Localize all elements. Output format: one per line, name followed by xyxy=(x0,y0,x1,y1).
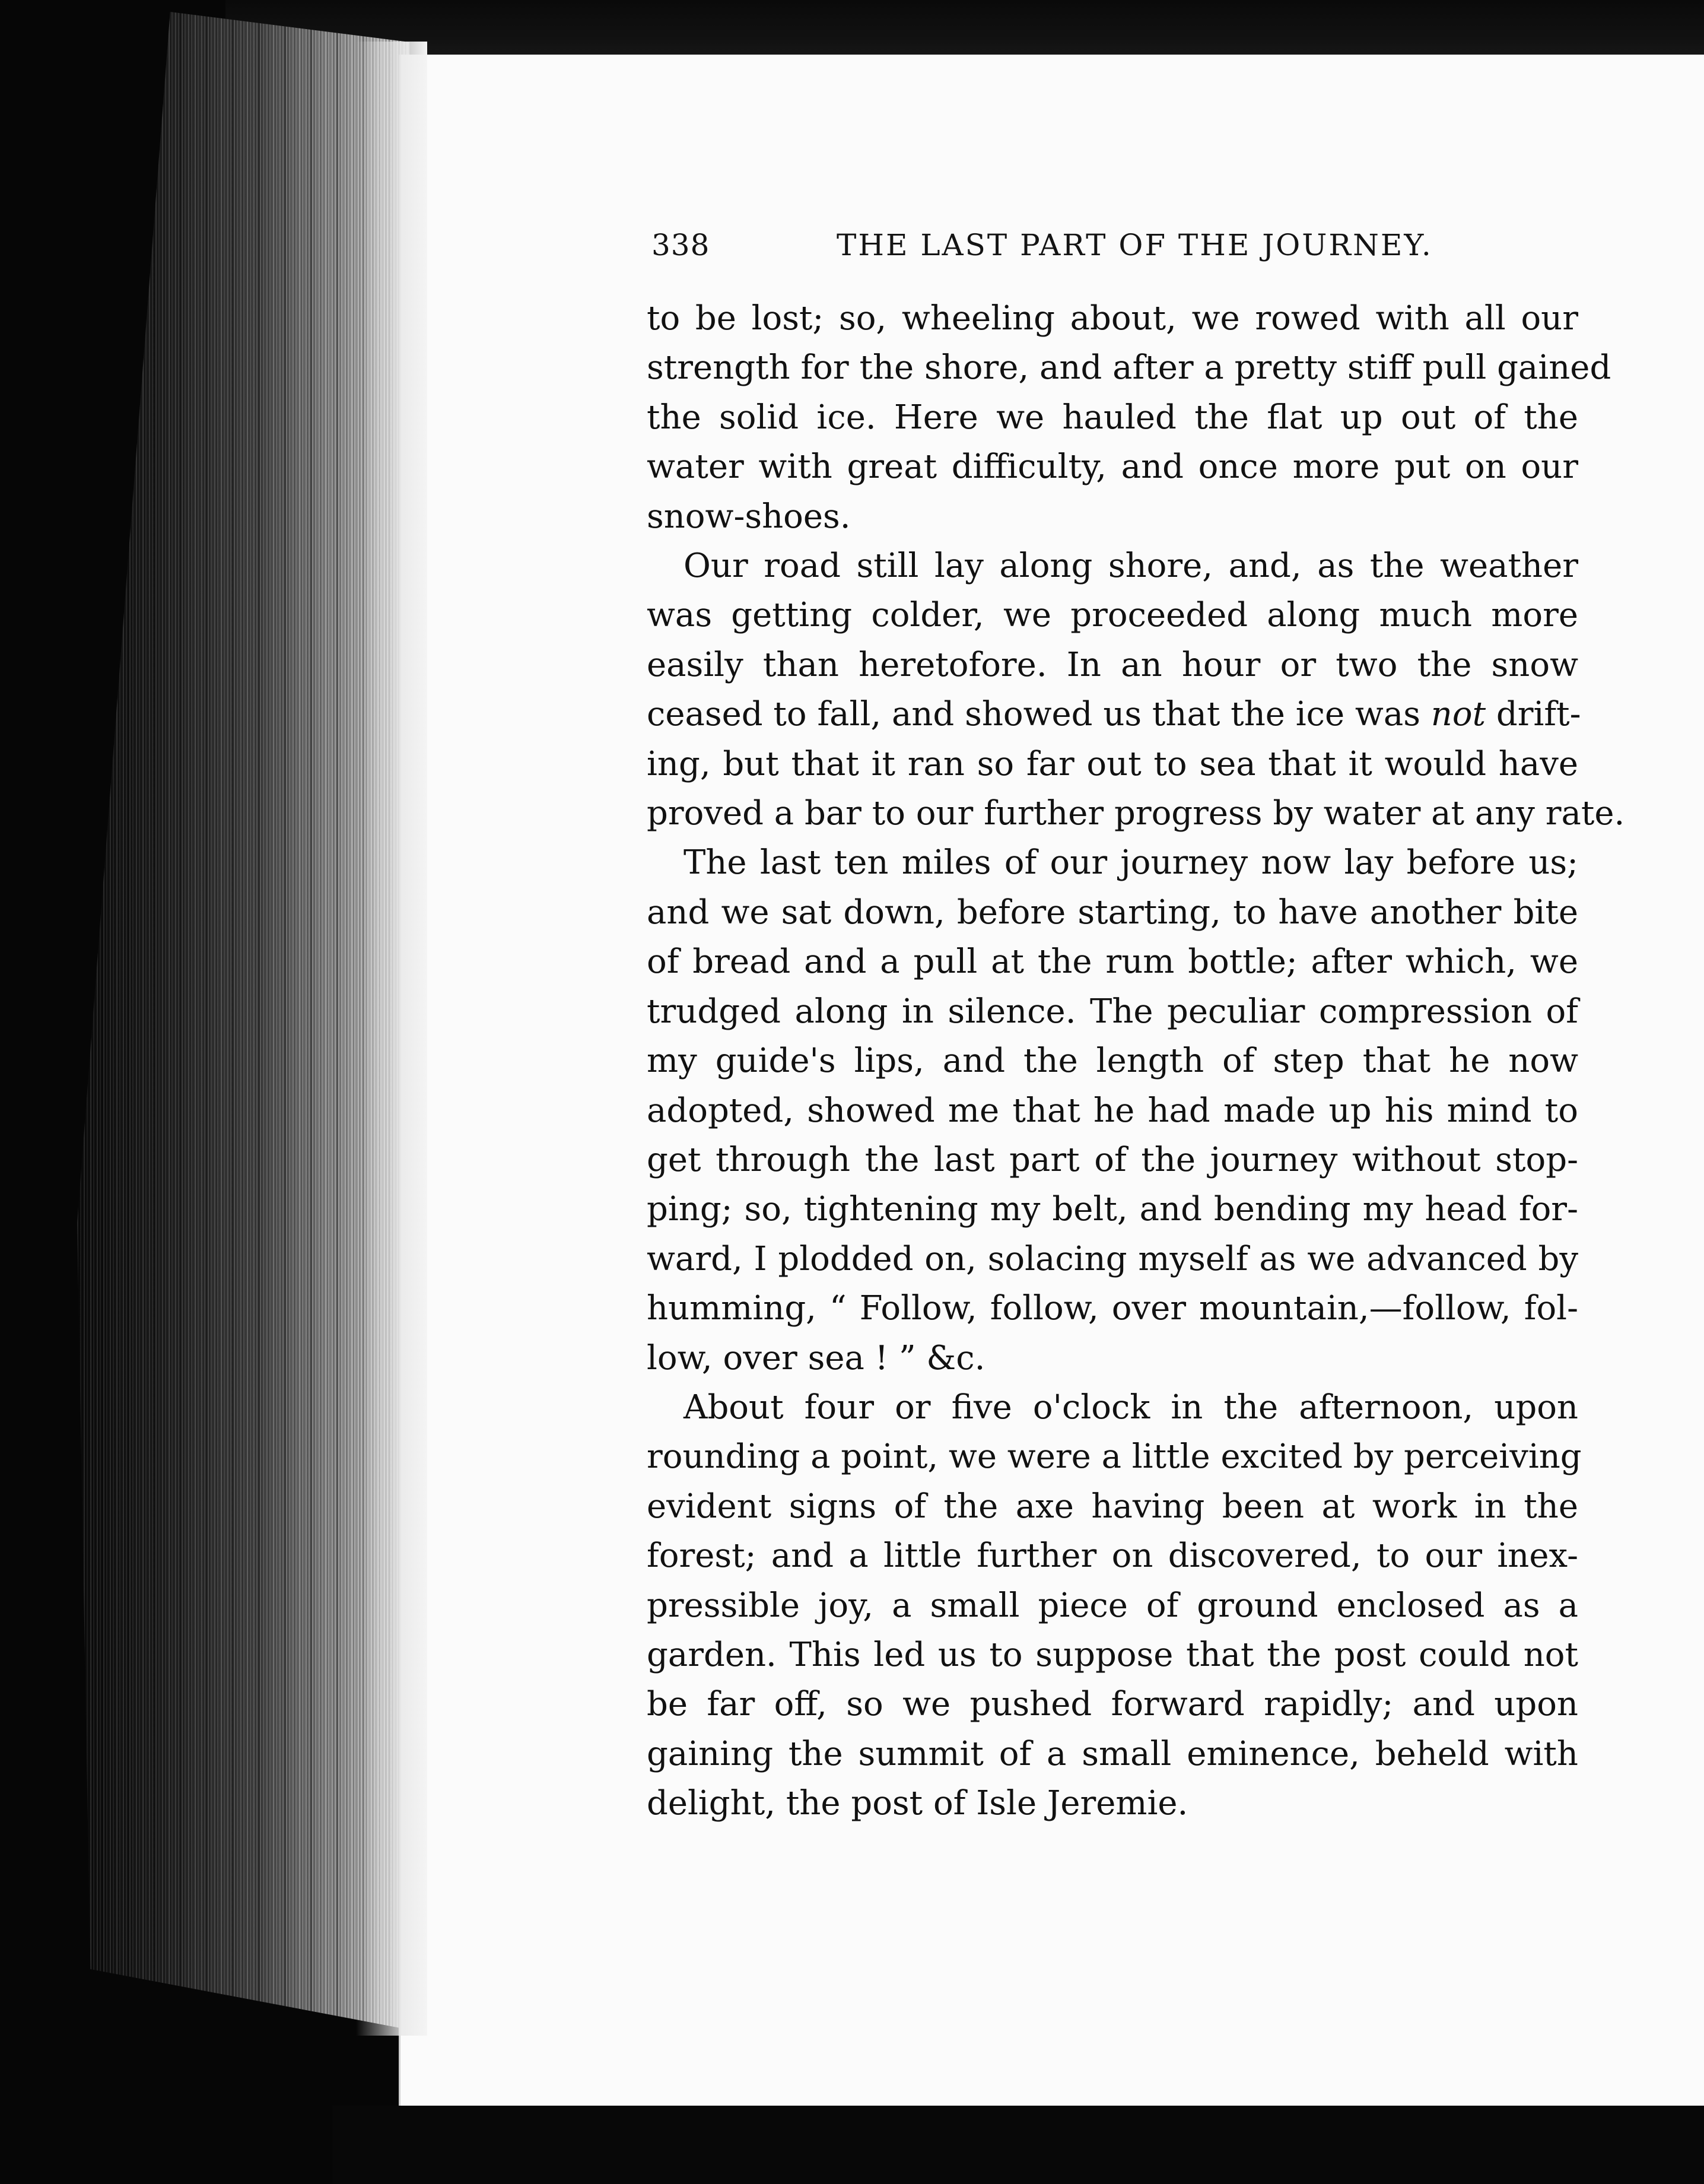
text-line: ing, but that it ran so far out to sea that it would have xyxy=(647,744,1578,783)
scan-bottom-band xyxy=(332,2106,1704,2184)
text-line: of bread and a pull at the rum bottle; after which, we xyxy=(647,942,1578,982)
text-line: low, over sea ! ” &c. xyxy=(647,1338,985,1377)
text-line: evident signs of the axe having been at work in the xyxy=(647,1487,1578,1526)
text-line: proved a bar to our further progress by water at any rate. xyxy=(647,794,1625,833)
text-line: was getting colder, we proceeded along much more xyxy=(647,596,1578,635)
text-line: get through the last part of the journey without stop- xyxy=(647,1140,1578,1179)
text-line: ping; so, tightening my belt, and bending my head for- xyxy=(647,1190,1578,1229)
text-line: humming, “ Follow, follow, over mountain,—follow, fol- xyxy=(647,1289,1578,1328)
text-line: easily than heretofore. In an hour or two the snow xyxy=(647,645,1578,684)
text-line-with-italic xyxy=(647,690,1581,739)
text-line: gaining the summit of a small eminence, beheld with xyxy=(647,1734,1578,1773)
text-line: ward, I plodded on, solacing myself as we advanced by xyxy=(647,1239,1578,1278)
text-line: the solid ice. Here we hauled the flat up out of the xyxy=(647,398,1578,437)
body-text xyxy=(647,294,1625,1829)
text-line: delight, the post of Isle Jeremie. xyxy=(647,1784,1188,1823)
text-line: strength for the shore, and after a pretty stiff pull gained xyxy=(647,348,1611,388)
page-gutter-shadow xyxy=(356,42,427,2036)
running-head: THE LAST PART OF THE JOURNEY. xyxy=(837,228,1433,262)
page-header xyxy=(651,228,1577,269)
paragraph-4 xyxy=(647,1383,1582,1829)
text-line: trudged along in silence. The peculiar compression of xyxy=(647,992,1578,1031)
paragraph-1 xyxy=(647,294,1611,541)
text-segment: ceased to fall, and showed us that the ice was xyxy=(647,695,1420,734)
text-line: adopted, showed me that he had made up his mind to xyxy=(647,1091,1578,1130)
text-line: be far off, so we pushed forward rapidly; and upon xyxy=(647,1685,1578,1724)
italic-word: not xyxy=(1430,695,1486,734)
text-segment: drift- xyxy=(1496,695,1581,734)
text-line: garden. This led us to suppose that the post could not xyxy=(647,1635,1578,1674)
text-line: forest; and a little further on discovered, to our inex- xyxy=(647,1537,1578,1576)
text-line: my guide's lips, and the length of step that he now xyxy=(647,1042,1578,1081)
paragraph-3 xyxy=(647,838,1578,1382)
page-number: 338 xyxy=(651,228,710,262)
text-line: Our road still lay along shore, and, as the weather xyxy=(683,547,1578,586)
text-line: and we sat down, before starting, to have another bite xyxy=(647,893,1578,932)
text-line: pressible joy, a small piece of ground enclosed as a xyxy=(647,1586,1578,1625)
text-line: rounding a point, we were a little excited by perceiving xyxy=(647,1437,1582,1477)
text-line: About four or five o'clock in the afternoon, upon xyxy=(683,1388,1578,1427)
text-line: snow-shoes. xyxy=(647,497,851,536)
text-line: water with great difficulty, and once more put on our xyxy=(647,447,1578,487)
text-line: to be lost; so, wheeling about, we rowed with all our xyxy=(647,299,1578,338)
text-line: The last ten miles of our journey now lay before us; xyxy=(683,843,1578,883)
paragraph-2 xyxy=(647,541,1625,838)
